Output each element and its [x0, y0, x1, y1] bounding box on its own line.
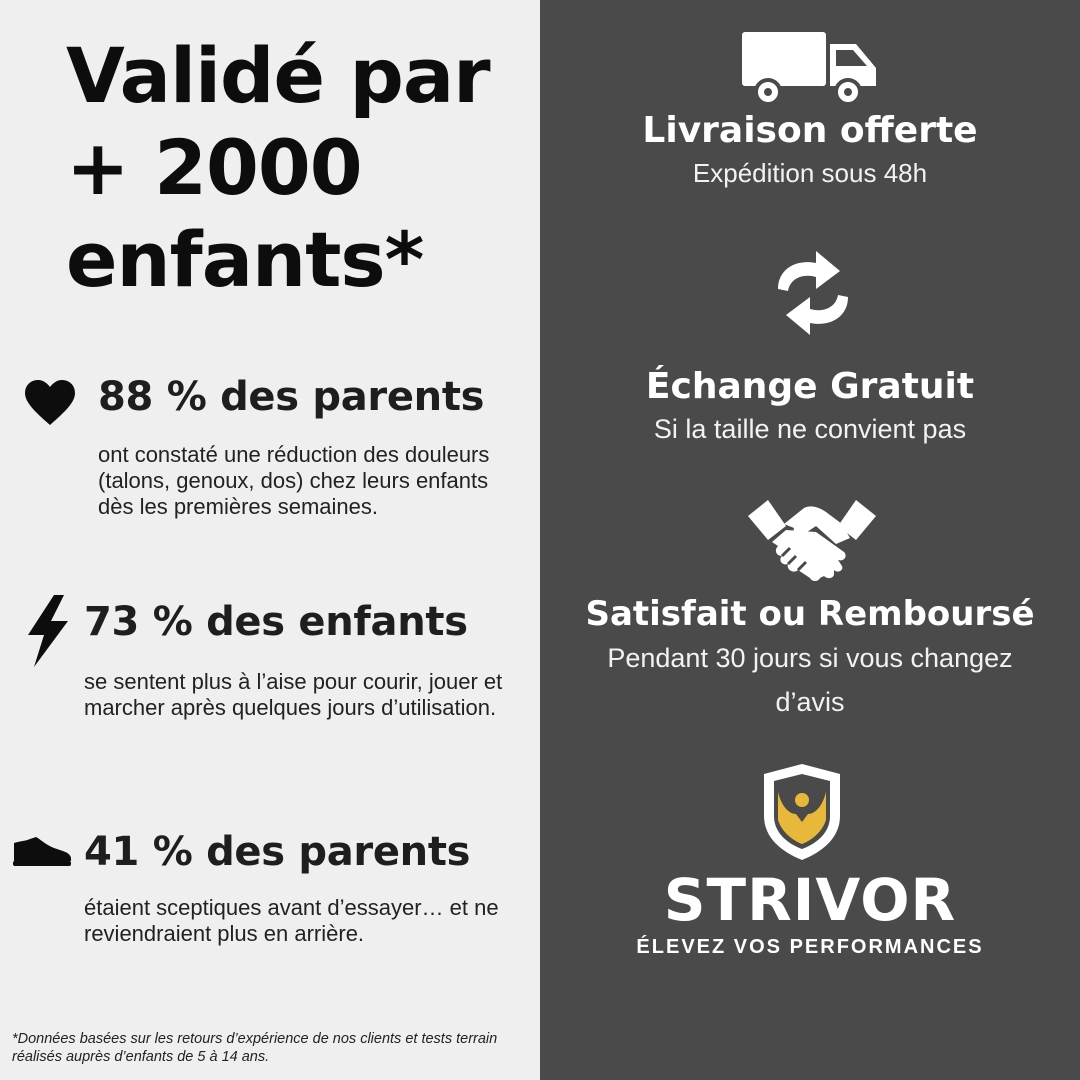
feature-refund: [540, 594, 1080, 724]
feature-subtitle: Expédition sous 48h: [692, 158, 928, 188]
feature-title: Échange Gratuit: [645, 366, 975, 407]
stat-item: [0, 370, 540, 560]
headline-line: enfants*: [66, 215, 424, 304]
lightning-icon: [24, 595, 72, 671]
heart-icon: [24, 380, 76, 430]
feature-exchange: [540, 366, 1080, 451]
truck-icon: [740, 30, 880, 110]
feature-delivery: [540, 110, 1080, 195]
stat-title: 73 % des enfants: [84, 599, 468, 645]
brand-name: STRIVOR: [663, 866, 957, 934]
stat-item: [0, 825, 540, 965]
footnote: *Données basées sur les retours d’expérience de nos clients et tests terrain réalisés auprès d’enfants de 5 à 14 ans.: [12, 1031, 498, 1065]
feature-title: Livraison offerte: [642, 110, 978, 151]
shield-logo-icon: [760, 762, 844, 866]
stat-title: 88 % des parents: [98, 374, 485, 420]
right-panel: [540, 0, 1080, 1080]
brand-block: [540, 866, 1080, 959]
headline: [66, 30, 526, 306]
stat-description: ont constaté une réduction des douleurs (talons, genoux, dos) chez leurs enfants dès les premières semaines.: [98, 442, 490, 519]
stat-description: se sentent plus à l’aise pour courir, jouer et marcher après quelques jours d’utilisation.: [84, 669, 503, 720]
headline-line: Validé par: [66, 31, 490, 120]
stat-item: [0, 595, 540, 765]
exchange-arrows-icon: [770, 245, 856, 345]
feature-subtitle: Si la taille ne convient pas: [653, 414, 967, 444]
stat-description: étaient sceptiques avant d’essayer… et ne reviendraient plus en arrière.: [84, 895, 499, 946]
handshake-icon: [746, 494, 878, 590]
feature-title: Satisfait ou Remboursé: [585, 594, 1035, 634]
shoe-icon: [12, 835, 72, 871]
feature-subtitle: Pendant 30 jours si vous changez d’avis: [607, 643, 1013, 717]
brand-tagline: ÉLEVEZ VOS PERFORMANCES: [636, 936, 984, 958]
headline-line: + 2000: [66, 123, 362, 212]
stat-title: 41 % des parents: [84, 829, 471, 875]
